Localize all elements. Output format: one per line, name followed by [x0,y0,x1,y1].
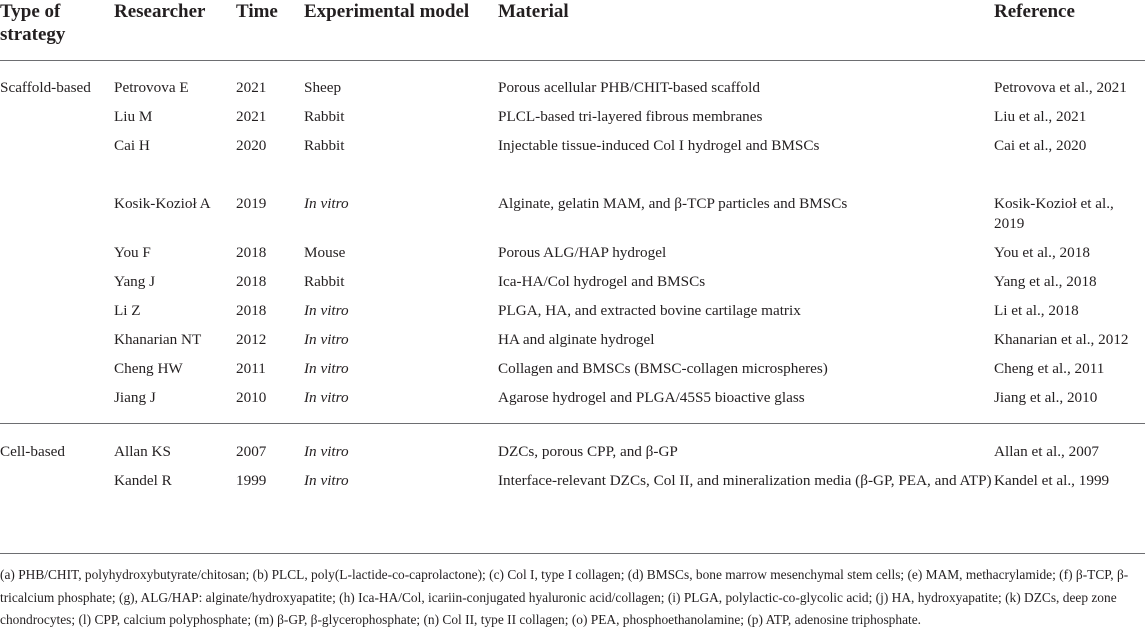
cell-reference: Kandel et al., 1999 [994,472,1110,489]
cell-strategy-type [0,131,114,189]
cell-researcher: Jiang J [114,389,156,406]
cell-strategy-type [0,383,114,424]
footnote-abbreviations: (a) PHB/CHIT, polyhydroxybutyrate/chitosan; (b) PLCL, poly(L-lactide-co-caprolactone); (c) Col I, type I collagen; (d) BMSCs, bone marrow mesenchymal stem cells; (e) MAM, methacrylamide; (f) β-TCP, β-tricalcium phosphate; (g), ALG/HAP: alginate/hydroxyapatite; (h) Ica-HA/Col, icariin-conjugated hyaluronic acid/collagen; (i) PLGA, polylactic-co-glycolic acid; (j) HA, hydroxyapatite; (k) DZCs, deep zone chondrocytes; (l) CPP, calcium polyphosphate; (m) β-GP, β-glycerophosphate; (n) Col II, type II collagen; (o) PEA, phosphoethanolamine; (p) ATP, adenosine triphosphate. [0,567,1129,627]
cell-reference: Yang et al., 2018 [994,273,1097,290]
cell-reference: Cheng et al., 2011 [994,360,1105,377]
cell-model [304,189,498,238]
cell-time: 2021 [236,79,267,96]
table-row [0,189,1145,238]
header-reference: Reference [994,1,1075,22]
header-row [0,0,1145,61]
model-italic-text: In vitro [304,389,349,406]
table-row [0,424,1145,467]
cell-model [304,383,498,424]
cell-time: 2018 [236,244,267,261]
cell-material: Porous ALG/HAP hydrogel [498,244,667,261]
table-row [0,102,1145,131]
cell-material: PLCL-based tri-layered fibrous membranes [498,108,763,125]
table-row [0,61,1145,103]
cell-strategy-type [0,466,114,495]
cell-model [304,424,498,467]
model-italic-text: In vitro [304,360,349,377]
cell-reference: Allan et al., 2007 [994,424,1145,467]
cell-reference: Cai et al., 2020 [994,137,1087,154]
cell-reference: Kosik-Kozioł et al., 2019 [994,195,1114,232]
cell-strategy-type: Cell-based [0,424,114,467]
table-row [0,325,1145,354]
table-row [0,296,1145,325]
table-row [0,354,1145,383]
cell-time: 1999 [236,472,267,489]
cell-model: Rabbit [304,273,345,290]
cell-researcher: Cheng HW [114,360,183,377]
cell-time: 2018 [236,302,267,319]
cell-researcher: Li Z [114,302,141,319]
table-row [0,238,1145,267]
cell-model: Mouse [304,244,346,261]
cell-strategy-type [0,102,114,131]
cell-material: Agarose hydrogel and PLGA/45S5 bioactive glass [498,389,805,406]
cell-material: Alginate, gelatin MAM, and β-TCP particles and BMSCs [498,195,848,212]
cell-reference: Khanarian et al., 2012 [994,331,1129,348]
cell-time: 2018 [236,273,267,290]
cell-time: 2010 [236,389,267,406]
cell-researcher: Khanarian NT [114,331,202,348]
cell-researcher: Kandel R [114,472,172,489]
cell-model [304,354,498,383]
cell-model: Rabbit [304,137,345,154]
cell-strategy-type [0,354,114,383]
cell-material: PLGA, HA, and extracted bovine cartilage matrix [498,302,801,319]
footnote-divider [0,553,1145,554]
cell-material: Collagen and BMSCs (BMSC-collagen microspheres) [498,360,828,377]
cell-model [304,466,498,495]
table-row [0,466,1145,495]
model-italic-text: In vitro [304,331,349,348]
cell-material: Injectable tissue-induced Col I hydrogel and BMSCs [498,137,820,154]
cell-material: HA and alginate hydrogel [498,331,655,348]
model-italic-text: In vitro [304,302,349,319]
cell-time: 2012 [236,331,267,348]
model-italic-text: In vitro [304,472,349,489]
table-row [0,267,1145,296]
cell-time: 2019 [236,195,267,212]
cell-model [304,325,498,354]
cell-time: 2021 [236,108,267,125]
table-row [0,131,1145,189]
cell-time: 2011 [236,360,266,377]
cell-strategy-type [0,189,114,238]
cell-strategy-type [0,238,114,267]
cell-material: Ica-HA/Col hydrogel and BMSCs [498,273,706,290]
table-row [0,383,1145,424]
model-italic-text: In vitro [304,195,349,212]
header-time: Time [236,1,278,22]
cell-strategy-type: Scaffold-based [0,79,91,96]
cell-reference: Jiang et al., 2010 [994,389,1098,406]
cell-material: Interface-relevant DZCs, Col II, and mineralization media (β-GP, PEA, and ATP) [498,472,992,489]
cell-reference: You et al., 2018 [994,244,1090,261]
cell-strategy-type [0,325,114,354]
cell-time: 2007 [236,424,304,467]
cell-time: 2020 [236,137,267,154]
header-researcher: Researcher [114,1,206,22]
cell-researcher: Cai H [114,137,150,154]
header-model: Experimental model [304,1,470,22]
table-body [0,61,1145,496]
cell-model: Rabbit [304,108,345,125]
cell-material: DZCs, porous CPP, and β-GP [498,424,994,467]
cell-reference: Liu et al., 2021 [994,108,1087,125]
cell-reference: Petrovova et al., 2021 [994,79,1127,96]
cell-model: Sheep [304,79,342,96]
cell-researcher: Kosik-Kozioł A [114,195,211,212]
cell-researcher: Liu M [114,108,153,125]
cell-strategy-type [0,267,114,296]
cell-model [304,296,498,325]
cell-researcher: You F [114,244,151,261]
cell-material: Porous acellular PHB/CHIT-based scaffold [498,79,760,96]
cell-strategy-type [0,296,114,325]
cell-researcher: Allan KS [114,424,236,467]
cell-researcher: Yang J [114,273,156,290]
header-material: Material [498,1,569,22]
header-type: Type of strategy [0,1,66,45]
cell-researcher: Petrovova E [114,79,189,96]
cell-reference: Li et al., 2018 [994,302,1079,319]
model-italic-text: In vitro [304,443,349,460]
